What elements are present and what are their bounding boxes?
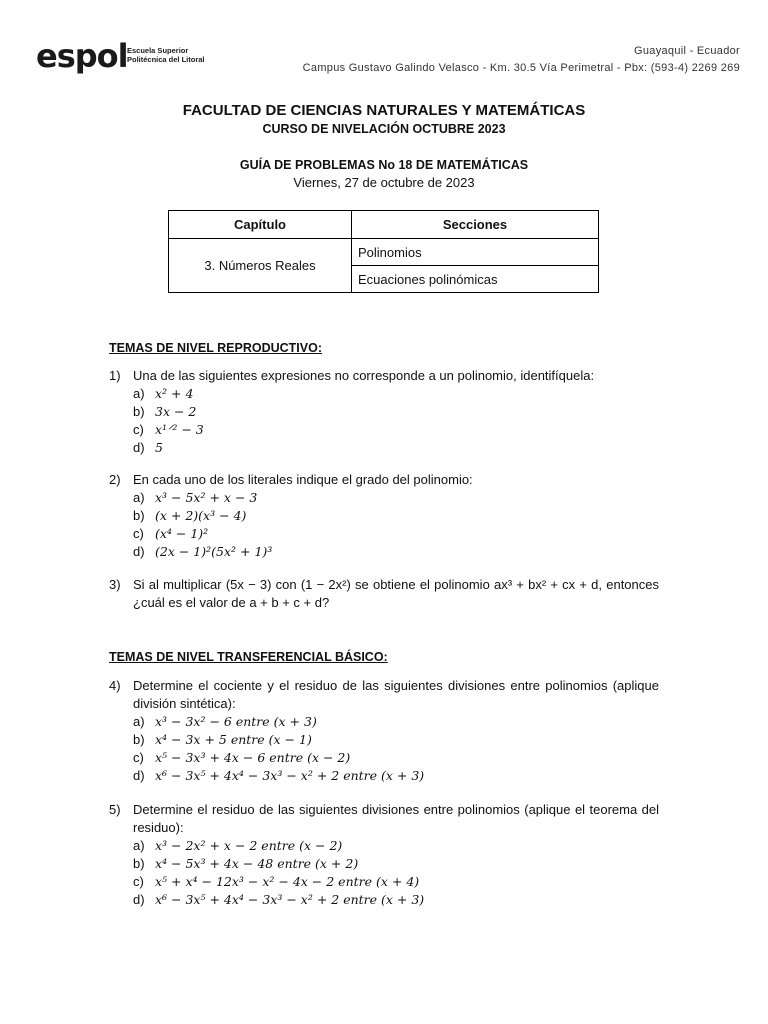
- course-title: CURSO DE NIVELACIÓN OCTUBRE 2023: [262, 122, 506, 136]
- option-text: x¹ᐟ² − 3: [155, 422, 204, 437]
- table-header-chapter: Capítulo: [169, 211, 352, 239]
- chapter-sections-table: [168, 210, 599, 293]
- question-option: [133, 837, 659, 855]
- question-2: [109, 471, 659, 561]
- section-heading-reproductive: TEMAS DE NIVEL REPRODUCTIVO:: [109, 341, 322, 355]
- question-option: [133, 439, 659, 457]
- option-letter: d): [133, 440, 145, 455]
- question-option: [133, 507, 659, 525]
- header-campus: Campus Gustavo Galindo Velasco - Km. 30.5 Vía Perimetral - Pbx: (593-4) 2269 269: [302, 62, 740, 74]
- option-text: x⁴ − 3x + 5 entre (x − 1): [155, 732, 312, 747]
- option-text: x² + 4: [155, 386, 194, 401]
- table-section-cell: Ecuaciones polinómicas: [352, 266, 599, 293]
- question-5: [109, 801, 659, 909]
- question-option: [133, 421, 659, 439]
- question-number: 4): [109, 678, 121, 693]
- option-letter: a): [133, 838, 145, 853]
- question-option: [133, 543, 659, 561]
- option-letter: a): [133, 714, 145, 729]
- option-text: x³ − 3x² − 6 entre (x + 3): [155, 714, 317, 729]
- option-text: x⁴ − 5x³ + 4x − 48 entre (x + 2): [155, 856, 359, 871]
- question-option: [133, 525, 659, 543]
- question-1: [109, 367, 659, 457]
- logo-line-1: Escuela Superior: [127, 46, 189, 55]
- question-3: [109, 576, 659, 612]
- question-option: [133, 767, 659, 785]
- option-text: x⁶ − 3x⁵ + 4x⁴ − 3x³ − x² + 2 entre (x + 3): [155, 892, 425, 907]
- guide-date: Viernes, 27 de octubre de 2023: [293, 175, 475, 190]
- question-stem: En cada uno de los literales indique el grado del polinomio:: [133, 472, 473, 487]
- option-letter: c): [133, 874, 144, 889]
- question-number: 1): [109, 368, 121, 383]
- option-letter: c): [133, 750, 144, 765]
- logo-caption: [127, 46, 205, 64]
- logo-line-2: Politécnica del Litoral: [127, 55, 205, 64]
- question-option: [133, 873, 659, 891]
- question-number: 2): [109, 472, 121, 487]
- option-letter: a): [133, 490, 145, 505]
- option-text: (x⁴ − 1)²: [155, 526, 209, 541]
- question-number: 3): [109, 577, 121, 592]
- option-text: x⁶ − 3x⁵ + 4x⁴ − 3x³ − x² + 2 entre (x + 3): [155, 768, 425, 783]
- option-letter: b): [133, 732, 145, 747]
- question-stem: Determine el cociente y el residuo de las siguientes divisiones entre polinomios (aplique división sintética):: [133, 678, 659, 711]
- option-letter: d): [133, 892, 145, 907]
- question-option: [133, 385, 659, 403]
- option-letter: b): [133, 508, 145, 523]
- question-option: [133, 749, 659, 767]
- question-option: [133, 855, 659, 873]
- faculty-title: FACULTAD DE CIENCIAS NATURALES Y MATEMÁTICAS: [182, 102, 586, 119]
- question-option: [133, 489, 659, 507]
- question-number: 5): [109, 802, 121, 817]
- option-letter: a): [133, 386, 145, 401]
- option-letter: c): [133, 422, 144, 437]
- option-text: x³ − 5x² + x − 3: [155, 490, 258, 505]
- option-text: x⁵ − 3x³ + 4x − 6 entre (x − 2): [155, 750, 351, 765]
- question-stem: Una de las siguientes expresiones no corresponde a un polinomio, identifíquela:: [133, 368, 595, 383]
- option-letter: b): [133, 856, 145, 871]
- option-text: x⁵ + x⁴ − 12x³ − x² − 4x − 2 entre (x + 4): [155, 874, 420, 889]
- header-city: Guayaquil - Ecuador: [634, 45, 740, 57]
- table-chapter-cell: 3. Números Reales: [169, 239, 352, 293]
- option-text: 3x − 2: [155, 404, 197, 419]
- question-option: [133, 403, 659, 421]
- option-letter: c): [133, 526, 144, 541]
- question-option: [133, 891, 659, 909]
- option-text: (2x − 1)²(5x² + 1)³: [155, 544, 273, 559]
- option-letter: d): [133, 768, 145, 783]
- question-stem: Determine el residuo de las siguientes divisiones entre polinomios (aplique el teorema del residuo):: [133, 802, 659, 835]
- question-4: [109, 677, 659, 785]
- question-stem: Si al multiplicar (5x − 3) con (1 − 2x²) se obtiene el polinomio ax³ + bx² + cx + d, entonces ¿cuál es el valor de a + b + c + d?: [133, 577, 659, 610]
- table-section-cell: Polinomios: [352, 239, 599, 266]
- guide-title: GUÍA DE PROBLEMAS No 18 DE MATEMÁTICAS: [239, 158, 529, 172]
- question-option: [133, 713, 659, 731]
- espol-logo: espol: [36, 37, 128, 75]
- option-text: 5: [155, 440, 163, 455]
- option-letter: b): [133, 404, 145, 419]
- option-text: x³ − 2x² + x − 2 entre (x − 2): [155, 838, 343, 853]
- page-header: [0, 0, 768, 90]
- option-text: (x + 2)(x³ − 4): [155, 508, 247, 523]
- option-letter: d): [133, 544, 145, 559]
- section-heading-transfer: TEMAS DE NIVEL TRANSFERENCIAL BÁSICO:: [109, 650, 388, 664]
- table-header-sections: Secciones: [352, 211, 599, 239]
- question-option: [133, 731, 659, 749]
